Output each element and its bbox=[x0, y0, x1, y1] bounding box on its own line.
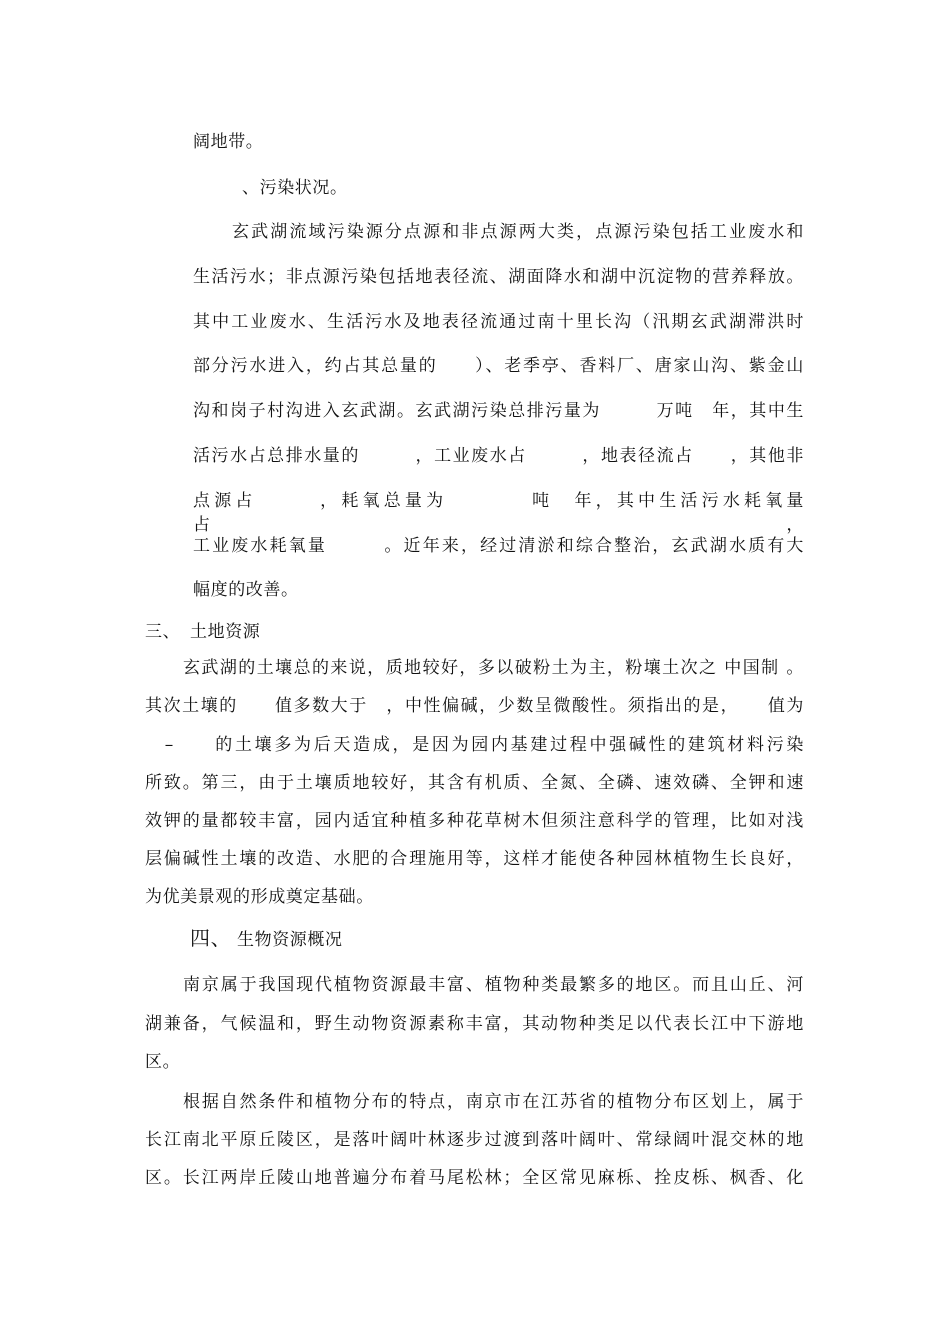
paragraph-line: 沟和岗子村沟进入玄武湖。玄武湖污染总排污量为 万吨 年，其中生 bbox=[193, 401, 804, 421]
paragraph-line: 区。 bbox=[145, 1052, 181, 1072]
paragraph-line: 部分污水进入，约占其总量的 ）、老季亭、香料厂、唐家山沟、紫金山 bbox=[193, 356, 804, 376]
paragraph-line: 玄武湖流域污染源分点源和非点源两大类，点源污染包括工业废水和 bbox=[232, 222, 804, 242]
paragraph-line: – 的土壤多为后天造成，是因为园内基建过程中强碱性的建筑材料污染 bbox=[145, 735, 804, 755]
subheading-pollution: 、污染状况。 bbox=[242, 178, 348, 198]
continuation-line: 阔地带。 bbox=[193, 132, 264, 152]
paragraph-line: 玄武湖的土壤总的来说，质地较好，多以破粉土为主，粉壤土次之 中国制 。 bbox=[183, 658, 804, 678]
section-title-bio: 生物资源概况 bbox=[237, 930, 343, 950]
paragraph-line: 湖兼备，气候温和，野生动物资源素称丰富，其动物种类足以代表长江中下游地 bbox=[145, 1014, 804, 1034]
paragraph-line: 为优美景观的形成奠定基础。 bbox=[145, 887, 374, 907]
paragraph-line: 生活污水；非点源污染包括地表径流、湖面降水和湖中沉淀物的营养释放。 bbox=[193, 267, 804, 287]
paragraph-line: 南京属于我国现代植物资源最丰富、植物种类最繁多的地区。而且山丘、河 bbox=[183, 975, 804, 995]
paragraph-line: 所致。第三，由于土壤质地较好，其含有机质、全氮、全磷、速效磷、全钾和速 bbox=[145, 773, 804, 793]
paragraph-line: 长江南北平原丘陵区，是落叶阔叶林逐步过渡到落叶阔叶、常绿阔叶混交林的地 bbox=[145, 1130, 804, 1150]
paragraph-line: 根据自然条件和植物分布的特点，南京市在江苏省的植物分布区划上，属于 bbox=[183, 1092, 804, 1112]
paragraph-line: 其中工业废水、生活污水及地表径流通过南十里长沟（汛期玄武湖滞洪时 bbox=[193, 312, 804, 332]
paragraph-line: 其次土壤的 值多数大于 ，中性偏碱，少数呈微酸性。须指出的是， 值为 bbox=[145, 696, 804, 716]
paragraph-line: 活污水占总排水量的 ，工业废水占 ，地表径流占 ，其他非 bbox=[193, 446, 804, 466]
paragraph-line: 效钾的量都较丰富，园内适宜种植多种花草树木但须注意科学的管理，比如对浅 bbox=[145, 811, 804, 831]
paragraph-line: 幅度的改善。 bbox=[193, 580, 299, 600]
section-title-land: 土地资源 bbox=[190, 622, 261, 642]
section-number-4: 四、 bbox=[190, 926, 232, 950]
paragraph-line: 工业废水耗氧量 。近年来，经过清淤和综合整治，玄武湖水质有大 bbox=[193, 536, 804, 556]
paragraph-line: 层偏碱性土壤的改造、水肥的合理施用等，这样才能使各种园林植物生长良好， bbox=[145, 849, 804, 869]
paragraph-line: 点源占 ，耗氧总量为 吨 年，其中生活污水耗氧量占 ， bbox=[193, 491, 804, 535]
paragraph-line: 区。长江两岸丘陵山地普遍分布着马尾松林；全区常见麻栎、拴皮栎、枫香、化 bbox=[145, 1168, 804, 1188]
section-number-3: 三、 bbox=[145, 622, 181, 642]
